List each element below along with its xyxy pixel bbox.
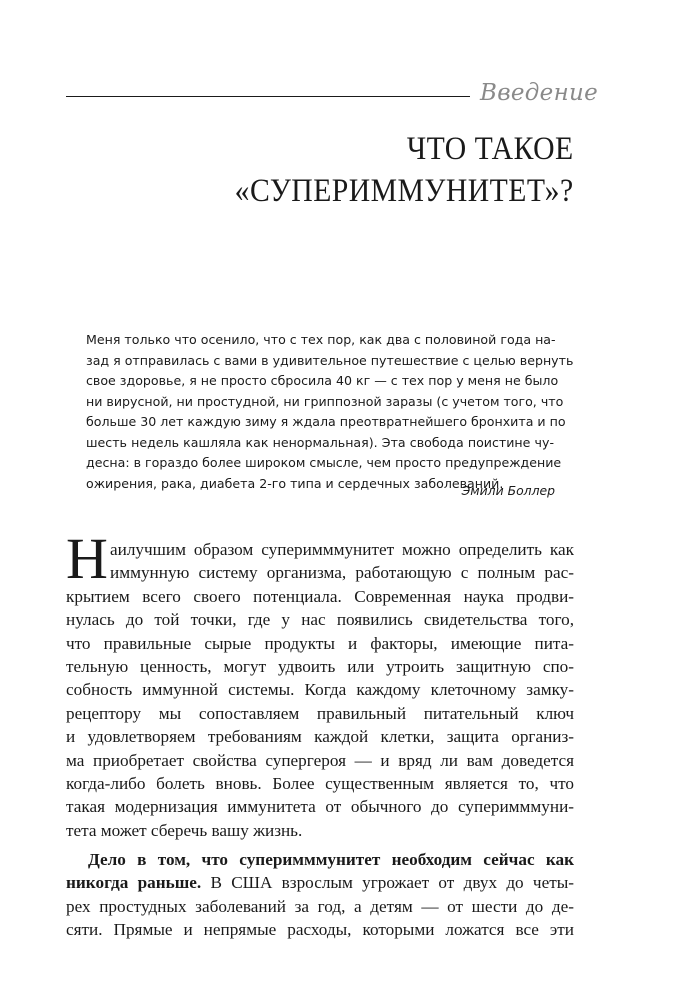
body-line: нулась до той точки, где у нас появились свидетельства того,: [66, 610, 574, 630]
body-line: [66, 871, 574, 894]
chapter-title-line-1: ЧТО ТАКОЕ: [407, 131, 574, 167]
bold-lead: Дело в том, что суперимммунитет необходим сейчас как: [88, 850, 574, 870]
epigraph: [86, 330, 574, 494]
epigraph-line: шесть недель кашляла как ненормальная). Эта свобода поистине чу-: [86, 434, 554, 450]
bold-lead-end: никогда раньше.: [66, 873, 202, 893]
epigraph-line: десна: в гораздо более широком смысле, чем просто предупреждение: [86, 455, 562, 470]
body-line: аилучшим образом суперимммунитет можно определить как: [110, 540, 574, 559]
epigraph-line: ни вирусной, ни простудной, ни гриппозной заразы (с учетом того, что: [86, 393, 564, 409]
body-line: рех простудных заболеваний за год, а детям — от шести до де-: [66, 896, 574, 916]
epigraph-line: зад я отправилась с вами в удивительное путешествие с целью вернуть: [86, 352, 574, 368]
body-line: собность иммунной системы. Когда каждому клеточному замку-: [66, 680, 574, 700]
epigraph-line: больше 30 лет каждую зиму я ждала преотвратнейшего бронхита и по: [86, 414, 566, 429]
body-line: такая модернизация иммунитета от обычного до суперимммуни-: [66, 797, 574, 817]
epigraph-line: Меня только что осенило, что с тех пор, как два с половиной года на-: [86, 332, 556, 347]
epigraph-author: Эмили Боллер: [461, 483, 555, 498]
epigraph-line: ожирения, рака, диабета 2-го типа и сердечных заболеваний.: [86, 475, 504, 491]
body-line: когда-либо болеть вновь. Более существенным является то, что: [66, 773, 574, 793]
drop-cap: Н: [66, 526, 108, 591]
body-line: сяти. Прямые и непрямые расходы, которыми ложатся все эти: [66, 920, 574, 940]
body-line: иммунную систему организма, работающую с полным рас-: [110, 563, 574, 583]
chapter-title: [235, 128, 574, 212]
body-line: рецептору мы сопоставляем правильный питательный ключ: [66, 703, 574, 723]
body-text-run: В США взрослым угрожает от двух до четы-: [201, 873, 574, 893]
body-line: тельную ценность, могут удвоить или утроить защитную спо-: [66, 656, 574, 676]
body-line: что правильные сырые продукты и факторы, имеющие пита-: [66, 633, 574, 653]
body-line: тета может сберечь вашу жизнь.: [66, 820, 303, 840]
header-rule: [66, 96, 470, 97]
chapter-title-line-2: «СУПЕРИММУНИТЕТ»?: [235, 173, 574, 209]
body-text: [66, 538, 574, 942]
running-head: Введение: [480, 80, 599, 106]
epigraph-line: свое здоровье, я не просто сбросила 40 кг — с тех пор у меня не было: [86, 373, 559, 388]
body-line: [66, 848, 574, 871]
body-line: и удовлетворяем требованиям каждой клетки, защита организ-: [66, 727, 574, 747]
body-line: ма приобретает свойства супергероя — и вряд ли вам доведется: [66, 750, 574, 770]
body-line: крытием всего своего потенциала. Современная наука продви-: [66, 586, 574, 606]
